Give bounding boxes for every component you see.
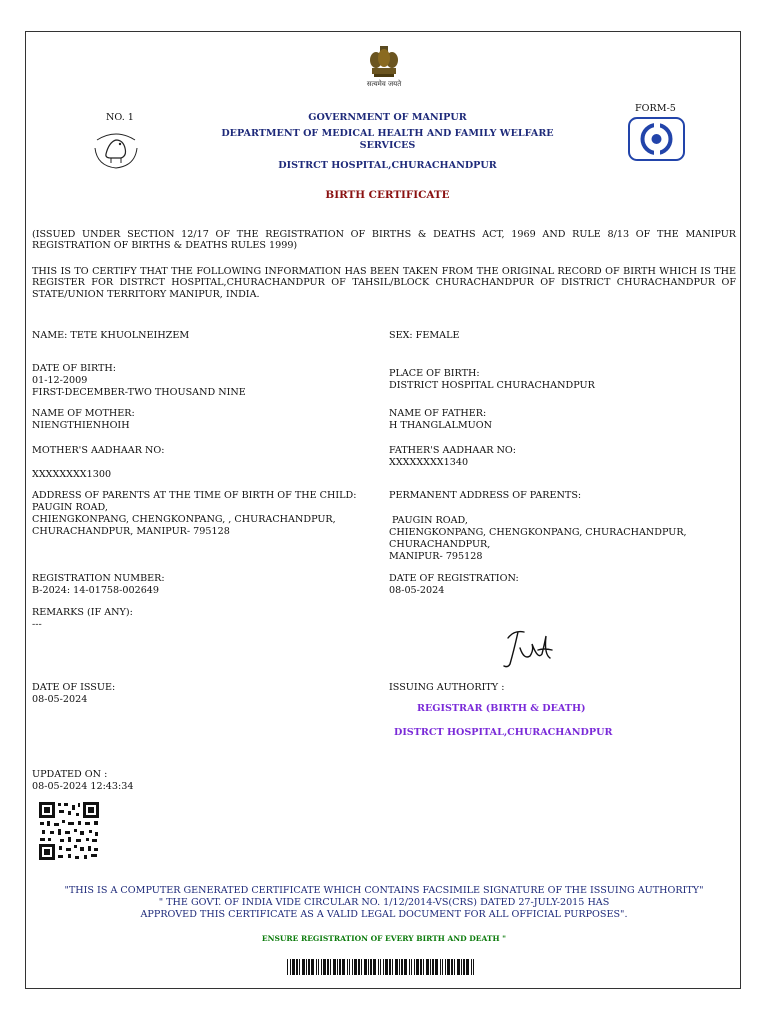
birth-address-line3: CHURACHANDPUR, MANIPUR- 795128	[32, 526, 230, 537]
mother-aadhaar-value: XXXXXXXX1300	[32, 469, 112, 480]
dob-value: 01-12-2009	[32, 375, 88, 386]
issuing-authority-place: DISTRCT HOSPITAL,CHURACHANDPUR	[394, 727, 613, 738]
footer-note-line1: "THIS IS A COMPUTER GENERATED CERTIFICATE WHICH CONTAINS FACSIMILE SIGNATURE OF THE ISSUING AUTHORITY"	[64, 885, 704, 896]
footer-slogan: ENSURE REGISTRATION OF EVERY BIRTH AND DEATH "	[261, 934, 507, 943]
dob-label: DATE OF BIRTH:	[32, 363, 117, 374]
child-name: NAME: TETE KHUOLNEIHZEM	[32, 330, 190, 341]
crs-logo-icon	[628, 117, 685, 161]
certificate-border	[25, 31, 741, 989]
father-aadhaar-value: XXXXXXXX1340	[389, 457, 469, 468]
father-aadhaar-label: FATHER'S AADHAAR NO:	[389, 445, 517, 456]
issued-under-text: (ISSUED UNDER SECTION 12/17 OF THE REGISTRATION OF BIRTHS & DEATHS ACT, 1969 AND RULE 8/13 OF THE MANIPUR REGISTRATION OF BIRTHS & DEATHS RULES 1999)	[32, 229, 736, 252]
government-title: GOVERNMENT OF MANIPUR	[308, 112, 467, 123]
mother-aadhaar-label: MOTHER'S AADHAAR NO:	[32, 445, 165, 456]
birth-address-line1: PAUGIN ROAD,	[32, 502, 108, 513]
barcode-icon	[287, 959, 478, 975]
birth-address-label: ADDRESS OF PARENTS AT THE TIME OF BIRTH OF THE CHILD:	[32, 490, 357, 501]
footer-note-line2: " THE GOVT. OF INDIA VIDE CIRCULAR NO. 1/12/2014-VS(CRS) DATED 27-JULY-2015 HAS	[158, 897, 610, 908]
remarks-label: REMARKS (IF ANY):	[32, 607, 133, 618]
certificate-title: BIRTH CERTIFICATE	[325, 189, 450, 201]
updated-on-value: 08-05-2024 12:43:34	[32, 781, 134, 792]
remarks-value: ---	[32, 619, 42, 630]
dob-words: FIRST-DECEMBER-TWO THOUSAND NINE	[32, 387, 246, 398]
certificate-number-label: NO. 1	[106, 112, 134, 123]
footer-note-line3: APPROVED THIS CERTIFICATE AS A VALID LEGAL DOCUMENT FOR ALL OFFICIAL PURPOSES".	[140, 909, 628, 920]
registration-number-label: REGISTRATION NUMBER:	[32, 573, 165, 584]
manipur-seal-icon	[91, 126, 141, 170]
certify-text: THIS IS TO CERTIFY THAT THE FOLLOWING INFORMATION HAS BEEN TAKEN FROM THE ORIGINAL RECORD OF BIRTH WHICH IS THE REGISTER FOR DISTRCT HOSPITAL,CHURACHANDPUR OF TAHSIL/BLOCK CHURACHANDPUR OF DISTRICT CHURACHANDPUR OF STATE/UNION TERRITORY MANIPUR, INDIA.	[32, 266, 736, 300]
registration-date-label: DATE OF REGISTRATION:	[389, 573, 519, 584]
qr-code-icon	[38, 801, 100, 861]
pob-label: PLACE OF BIRTH:	[389, 368, 480, 379]
pob-value: DISTRICT HOSPITAL CHURACHANDPUR	[389, 380, 595, 391]
permanent-address-line4: MANIPUR- 795128	[389, 551, 483, 562]
national-emblem-icon	[364, 44, 404, 82]
issue-date-value: 08-05-2024	[32, 694, 88, 705]
permanent-address-line3: CHURACHANDPUR,	[389, 539, 491, 550]
permanent-address-line2: CHIENGKONPANG, CHENGKONPANG, CHURACHANDPUR,	[389, 527, 687, 538]
registration-number-value: B-2024: 14-01758-002649	[32, 585, 160, 596]
permanent-address-label: PERMANENT ADDRESS OF PARENTS:	[389, 490, 582, 501]
father-name-label: NAME OF FATHER:	[389, 408, 487, 419]
updated-on-label: UPDATED ON :	[32, 769, 108, 780]
issuing-authority-title: REGISTRAR (BIRTH & DEATH)	[417, 703, 586, 714]
registration-date-value: 08-05-2024	[389, 585, 445, 596]
mother-name-label: NAME OF MOTHER:	[32, 408, 135, 419]
father-name-value: H THANGLALMUON	[389, 420, 493, 431]
issuing-authority-label: ISSUING AUTHORITY :	[389, 682, 505, 693]
signature-image	[500, 620, 556, 672]
permanent-address-line1: PAUGIN ROAD,	[389, 515, 468, 526]
form-label: FORM-5	[635, 103, 676, 114]
hospital-title: DISTRCT HOSPITAL,CHURACHANDPUR	[278, 160, 497, 171]
sex-field: SEX: FEMALE	[389, 330, 460, 341]
mother-name-value: NIENGTHIENHOIH	[32, 420, 130, 431]
department-title-line2: SERVICES	[359, 140, 416, 151]
emblem-caption: सत्यमेव जयते	[366, 80, 402, 88]
issue-date-label: DATE OF ISSUE:	[32, 682, 116, 693]
birth-address-line2: CHIENGKONPANG, CHENGKONPANG, , CHURACHANDPUR,	[32, 514, 336, 525]
department-title-line1: DEPARTMENT OF MEDICAL HEALTH AND FAMILY WELFARE	[221, 128, 554, 139]
